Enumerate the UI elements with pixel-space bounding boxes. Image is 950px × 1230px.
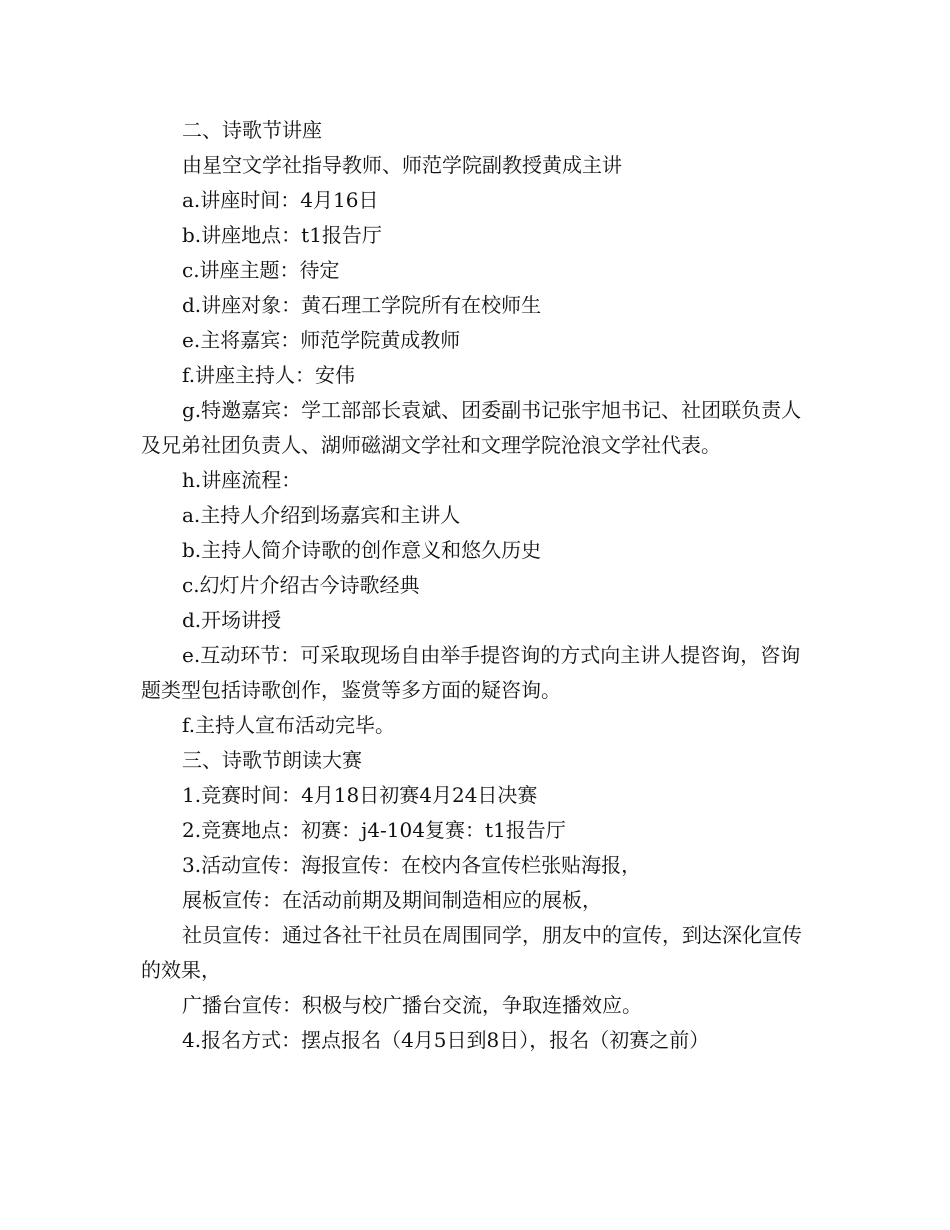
list-item: e.主将嘉宾：师范学院黄成教师 (182, 328, 461, 352)
list-item: 2.竞赛地点：初赛：j4-104复赛：t1报告厅 (182, 818, 566, 842)
list-item: d.开场讲授 (182, 608, 282, 632)
list-item: b.主持人简介诗歌的创作意义和悠久历史 (182, 538, 542, 562)
list-item: h.讲座流程： (182, 468, 302, 492)
document-body (141, 113, 813, 1058)
list-item: 1.竞赛时间：4月18日初赛4月24日决赛 (182, 783, 538, 807)
list-item: 3.活动宣传：海报宣传：在校内各宣传栏张贴海报， (182, 853, 642, 877)
list-item: b.讲座地点：t1报告厅 (182, 223, 382, 247)
section-heading-reading-contest: 三、诗歌节朗读大赛 (182, 748, 362, 772)
paragraph: 由星空文学社指导教师、师范学院副教授黄成主讲 (182, 153, 622, 177)
paragraph: 展板宣传：在活动前期及期间制造相应的展板， (182, 888, 602, 912)
list-item: f.讲座主持人：安伟 (182, 363, 356, 387)
paragraph: 广播台宣传：积极与校广播台交流，争取连播效应。 (182, 993, 642, 1017)
list-item: g.特邀嘉宾：学工部部长袁斌、团委副书记张宇旭书记、社团联负责人及兄弟社团负责人、湖师磁湖文学社和文理学院沧浪文学社代表。 (141, 398, 802, 457)
list-item: a.讲座时间：4月16日 (182, 188, 379, 212)
paragraph: 社员宣传：通过各社干社员在周围同学，朋友中的宣传，到达深化宣传的效果， (141, 923, 802, 982)
list-item: 4.报名方式：摆点报名（4月5日到8日），报名（初赛之前） (182, 1028, 710, 1052)
list-item: d.讲座对象：黄石理工学院所有在校师生 (182, 293, 542, 317)
list-item: f.主持人宣布活动完毕。 (182, 713, 396, 737)
list-item: c.幻灯片介绍古今诗歌经典 (182, 573, 420, 597)
section-heading-lecture: 二、诗歌节讲座 (182, 118, 322, 142)
list-item: e.互动环节：可采取现场自由举手提咨询的方式向主讲人提咨询，咨询题类型包括诗歌创作，鉴赏等多方面的疑咨询。 (141, 643, 801, 702)
list-item: c.讲座主题：待定 (182, 258, 340, 282)
list-item: a.主持人介绍到场嘉宾和主讲人 (182, 503, 461, 527)
